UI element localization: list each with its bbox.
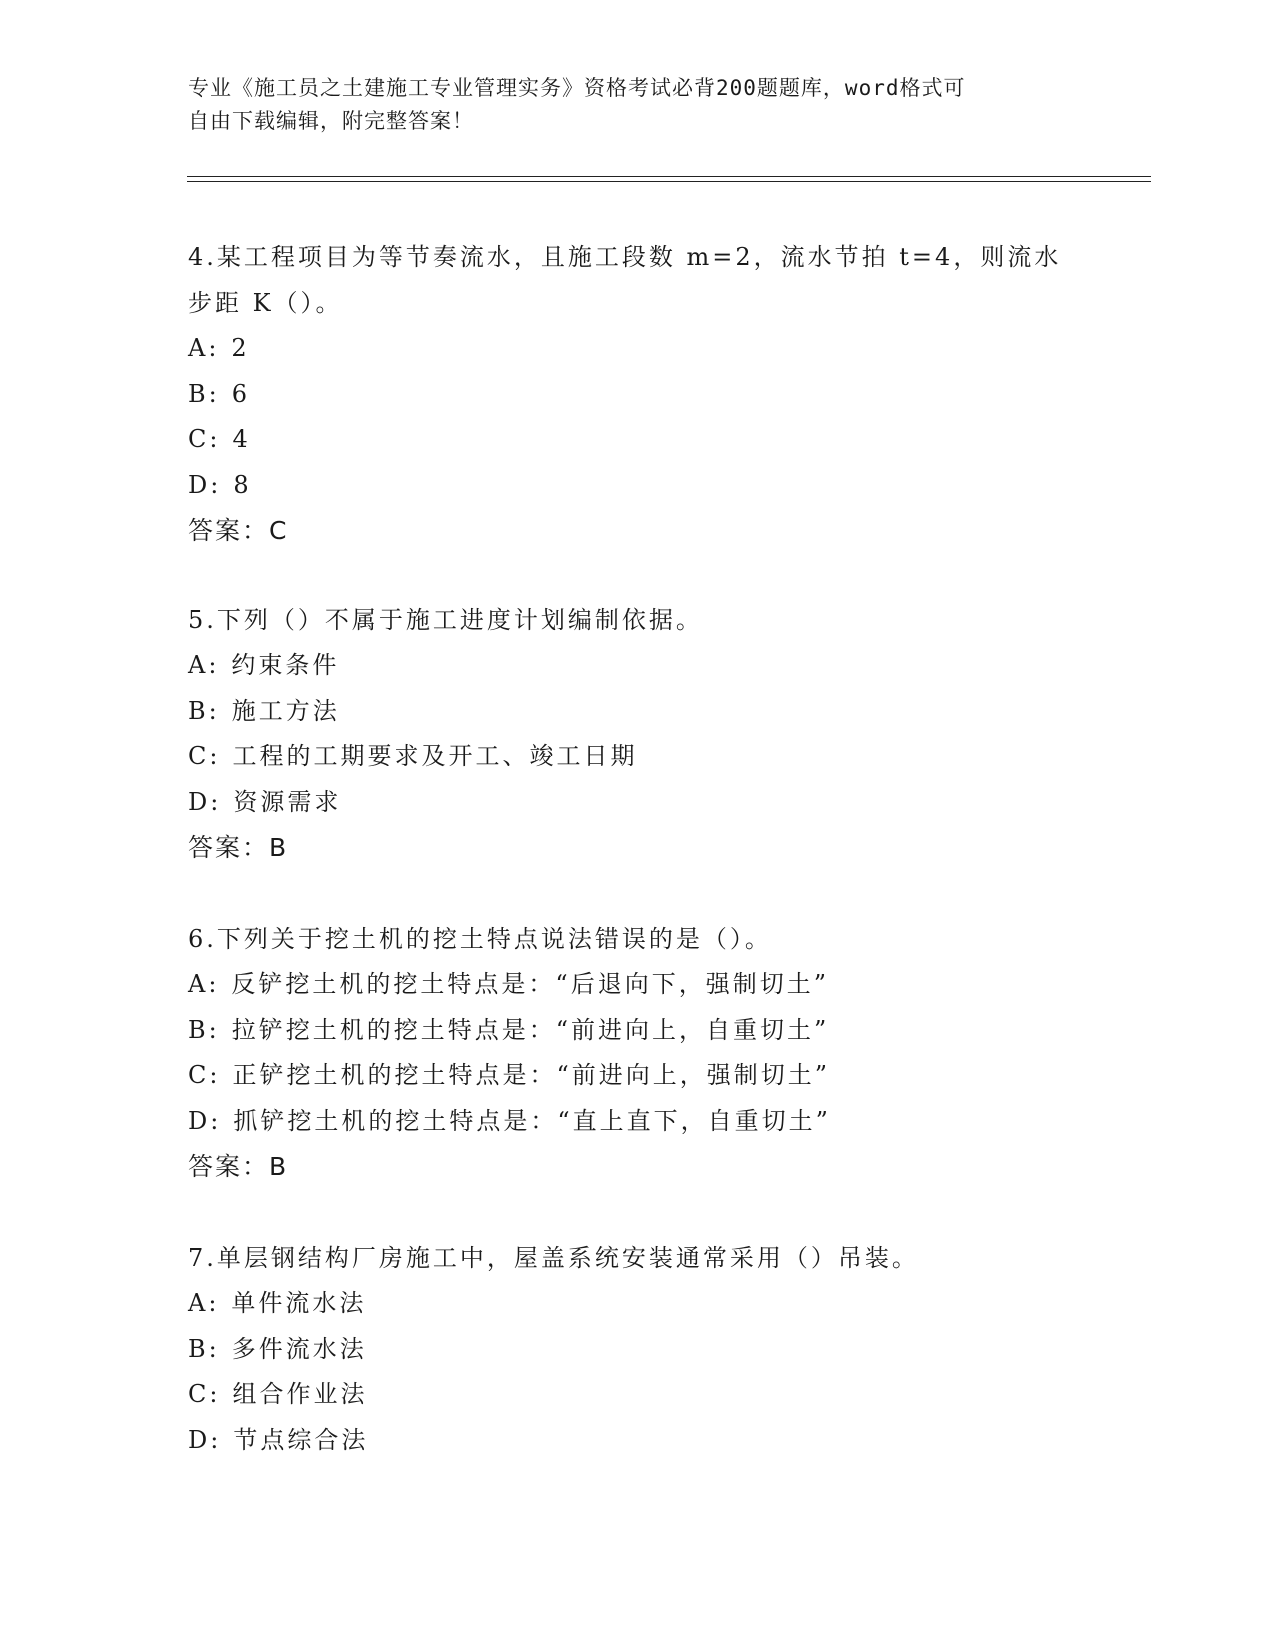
option-letter: B: — [188, 1334, 220, 1363]
option-letter: B: — [188, 1015, 220, 1044]
option-text: 资源需求 — [233, 787, 342, 816]
option-text: 组合作业法 — [232, 1380, 368, 1408]
option-d — [188, 1099, 1088, 1145]
header-divider-bottom — [187, 181, 1151, 182]
option-letter: A: — [188, 651, 220, 679]
header-divider-top — [187, 176, 1151, 177]
option-letter: D: — [188, 470, 222, 499]
option-a — [188, 962, 1088, 1008]
option-letter: D: — [188, 1106, 222, 1135]
option-c — [188, 1053, 1088, 1099]
question-6 — [188, 916, 1088, 1190]
option-text: 8 — [233, 470, 252, 499]
option-text: 节点综合法 — [233, 1425, 369, 1454]
option-d — [188, 463, 1088, 509]
option-c — [188, 417, 1088, 463]
option-text: 4 — [232, 425, 251, 453]
option-letter: C: — [188, 742, 221, 770]
option-letter: D: — [188, 787, 222, 816]
question-7 — [188, 1235, 1088, 1463]
option-letter: A: — [188, 1289, 220, 1317]
option-a — [188, 326, 1088, 372]
option-letter: D: — [188, 1425, 222, 1454]
option-letter: C: — [188, 1380, 221, 1408]
option-letter: B: — [188, 696, 220, 725]
option-b — [188, 1327, 1088, 1373]
option-b — [188, 372, 1088, 418]
document-header — [188, 72, 1068, 138]
option-text: 施工方法 — [231, 696, 340, 725]
option-b — [188, 689, 1088, 735]
question-stem: 5.下列（）不属于施工进度计划编制依据。 — [188, 606, 703, 634]
option-d — [188, 780, 1088, 826]
option-text: 拉铲挖土机的挖土特点是：“前进向上，自重切土” — [231, 1015, 830, 1044]
option-letter: A: — [188, 970, 220, 998]
question-5 — [188, 597, 1088, 871]
header-line-1: 专业《施工员之土建施工专业管理实务》资格考试必背200题题库，word格式可 — [188, 76, 966, 100]
question-stem: 4.某工程项目为等节奏流水，且施工段数 m=2，流水节拍 t=4，则流水步距 K（）。 — [188, 243, 1062, 317]
option-text: 反铲挖土机的挖土特点是：“后退向下，强制切土” — [231, 970, 829, 998]
option-text: 多件流水法 — [231, 1334, 367, 1363]
option-letter: C: — [188, 425, 221, 453]
option-text: 单件流水法 — [231, 1289, 367, 1317]
question-stem: 7.单层钢结构厂房施工中，屋盖系统安装通常采用（）吊装。 — [188, 1244, 919, 1272]
option-text: 约束条件 — [231, 651, 340, 679]
answer-line: 答案：B — [188, 833, 289, 862]
option-text: 2 — [231, 334, 250, 362]
option-text: 正铲挖土机的挖土特点是：“前进向上，强制切土” — [232, 1061, 830, 1089]
option-c — [188, 734, 1088, 780]
question-4 — [188, 234, 1088, 554]
option-d — [188, 1418, 1088, 1464]
option-letter: C: — [188, 1061, 221, 1089]
option-a — [188, 643, 1088, 689]
option-b — [188, 1008, 1088, 1054]
answer-line: 答案：C — [188, 516, 289, 545]
option-c — [188, 1372, 1088, 1418]
answer-line: 答案：B — [188, 1152, 289, 1181]
option-letter: A: — [188, 334, 220, 362]
option-text: 工程的工期要求及开工、竣工日期 — [232, 742, 638, 770]
option-text: 6 — [231, 379, 251, 408]
header-line-2: 自由下载编辑，附完整答案！ — [188, 109, 474, 133]
option-letter: B: — [188, 379, 220, 408]
question-stem: 6.下列关于挖土机的挖土特点说法错误的是（）。 — [188, 925, 772, 953]
option-a — [188, 1281, 1088, 1327]
option-text: 抓铲挖土机的挖土特点是：“直上直下，自重切土” — [233, 1106, 831, 1135]
